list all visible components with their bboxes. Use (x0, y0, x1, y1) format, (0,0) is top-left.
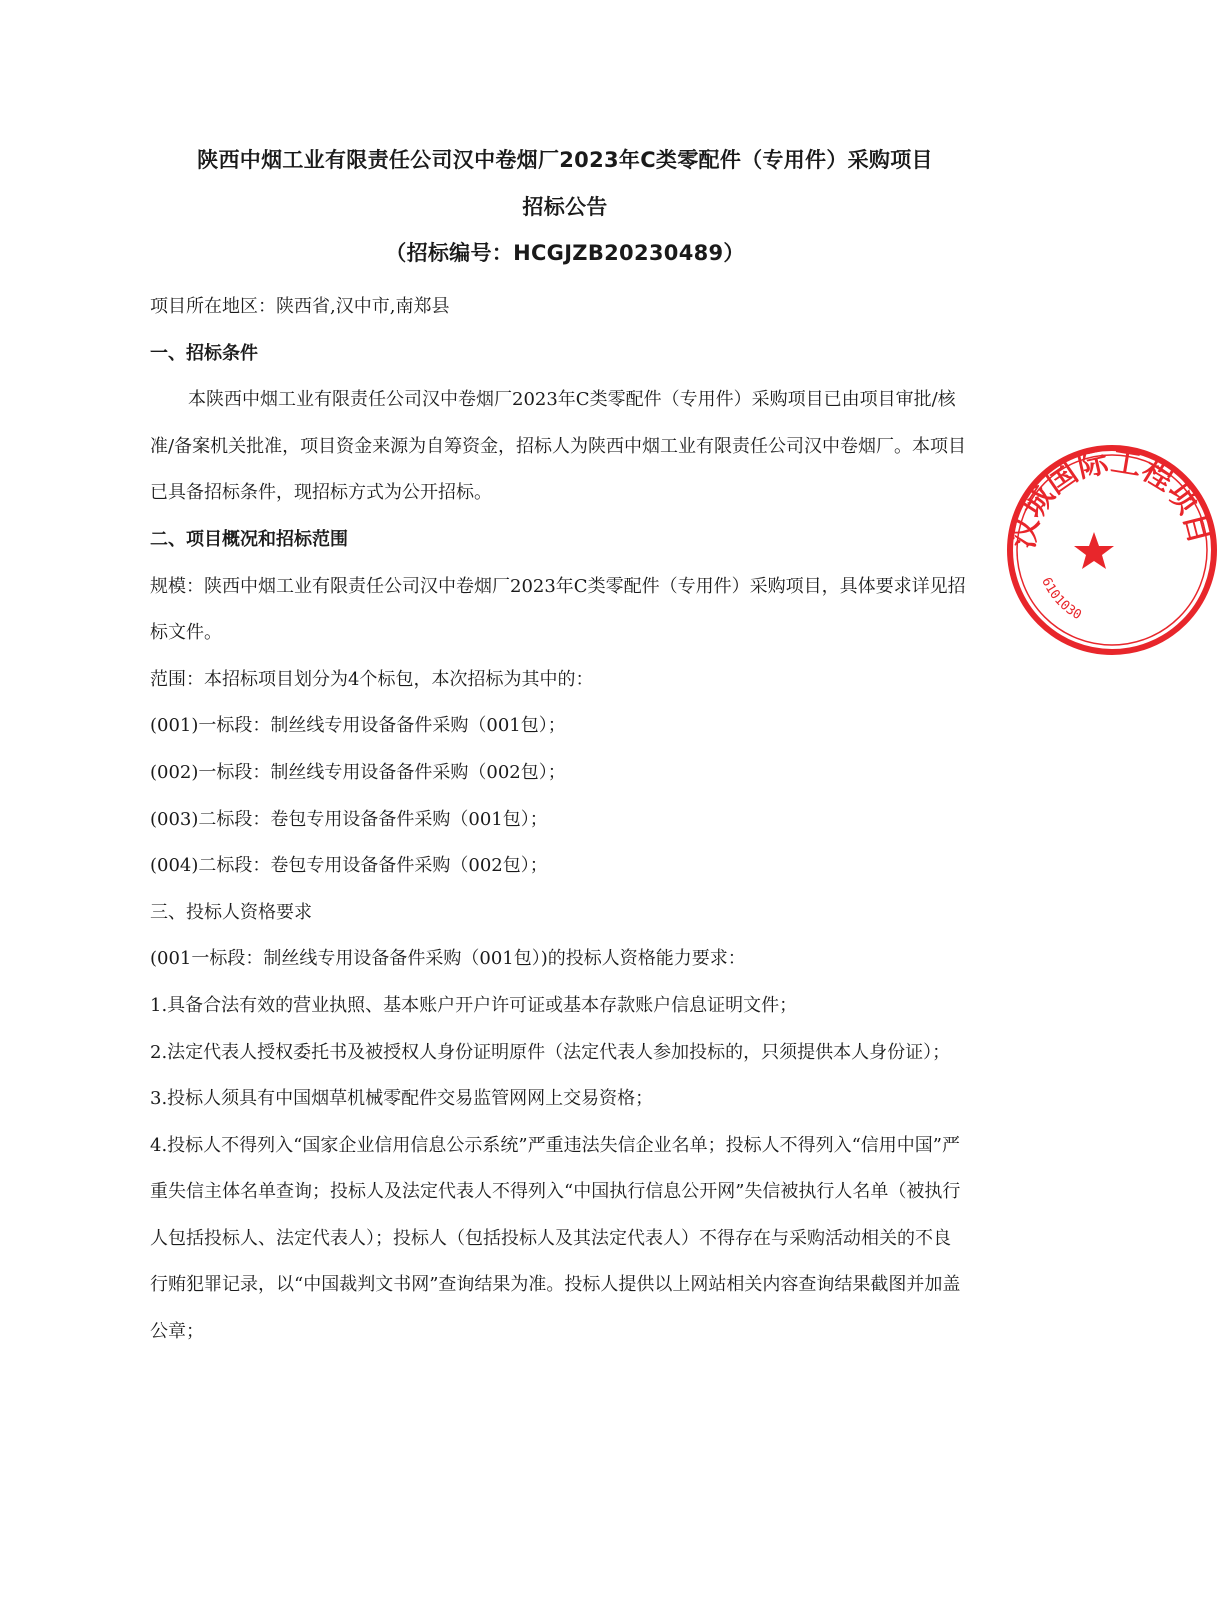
seal-star-icon (1074, 532, 1114, 569)
project-location: 项目所在地区：陕西省,汉中市,南郑县 (150, 296, 450, 317)
seal-text: 汉城国际工程项目 (1006, 443, 1218, 552)
scope-paragraph: 范围：本招标项目划分为4个标包，本次招标为其中的： (150, 668, 594, 690)
document-body (150, 284, 968, 1356)
qualification-item: 2.法定代表人授权委托书及被授权人身份证明原件（法定代表人参加投标的，只须提供本人身份证）； (150, 1041, 951, 1063)
scale-paragraph: 规模：陕西中烟工业有限责任公司汉中卷烟厂2023年C类零配件（专用件）采购项目，具体要求详见招标文件。 (150, 575, 966, 644)
section-heading-conditions: 一、招标条件 (150, 342, 258, 364)
lot-item: (003)二标段：卷包专用设备备件采购（001包）； (150, 808, 548, 830)
seal-number: 6101030 (1038, 575, 1084, 624)
qualification-intro: (001一标段：制丝线专用设备备件采购（001包）)的投标人资格能力要求： (150, 948, 746, 970)
document-subtitle: 招标公告 (522, 195, 608, 219)
lot-item: (002)一标段：制丝线专用设备备件采购（002包）； (150, 761, 566, 783)
qualification-item: 3.投标人须具有中国烟草机械零配件交易监管网网上交易资格； (150, 1088, 654, 1110)
conditions-paragraph: 本陕西中烟工业有限责任公司汉中卷烟厂2023年C类零配件（专用件）采购项目已由项目审批/核准/备案机关批准，项目资金来源为自筹资金，招标人为陕西中烟工业有限责任公司汉中卷烟厂。本项目已具备招标条件，现招标方式为公开招标。 (150, 389, 967, 504)
section-heading-qualifications: 三、投标人资格要求 (150, 901, 312, 923)
qualification-item: 1.具备合法有效的营业执照、基本账户开户许可证或基本存款账户信息证明文件； (150, 994, 798, 1016)
qualification-item: 4.投标人不得列入“国家企业信用信息公示系统”严重违法失信企业名单；投标人不得列入“信用中国”严重失信主体名单查询；投标人及法定代表人不得列入“中国执行信息公开网”失信被执行人名单（被执行人包括投标人、法定代表人）；投标人（包括投标人及其法定代表人）不得存在与采购活动相关的不良行贿犯罪记录，以“中国裁判文书网”查询结果为准。投标人提供以上网站相关内容查询结果截图并加盖公章； (150, 1134, 961, 1343)
lot-item: (004)二标段：卷包专用设备备件采购（002包）； (150, 855, 548, 877)
tender-number: （招标编号：HCGJZB20230489） (385, 241, 745, 265)
lot-item: (001)一标段：制丝线专用设备备件采购（001包）； (150, 715, 566, 737)
section-heading-scope: 二、项目概况和招标范围 (150, 528, 348, 550)
official-seal-stamp (1002, 440, 1222, 660)
document-title: 陕西中烟工业有限责任公司汉中卷烟厂2023年C类零配件（专用件）采购项目 (197, 148, 933, 172)
